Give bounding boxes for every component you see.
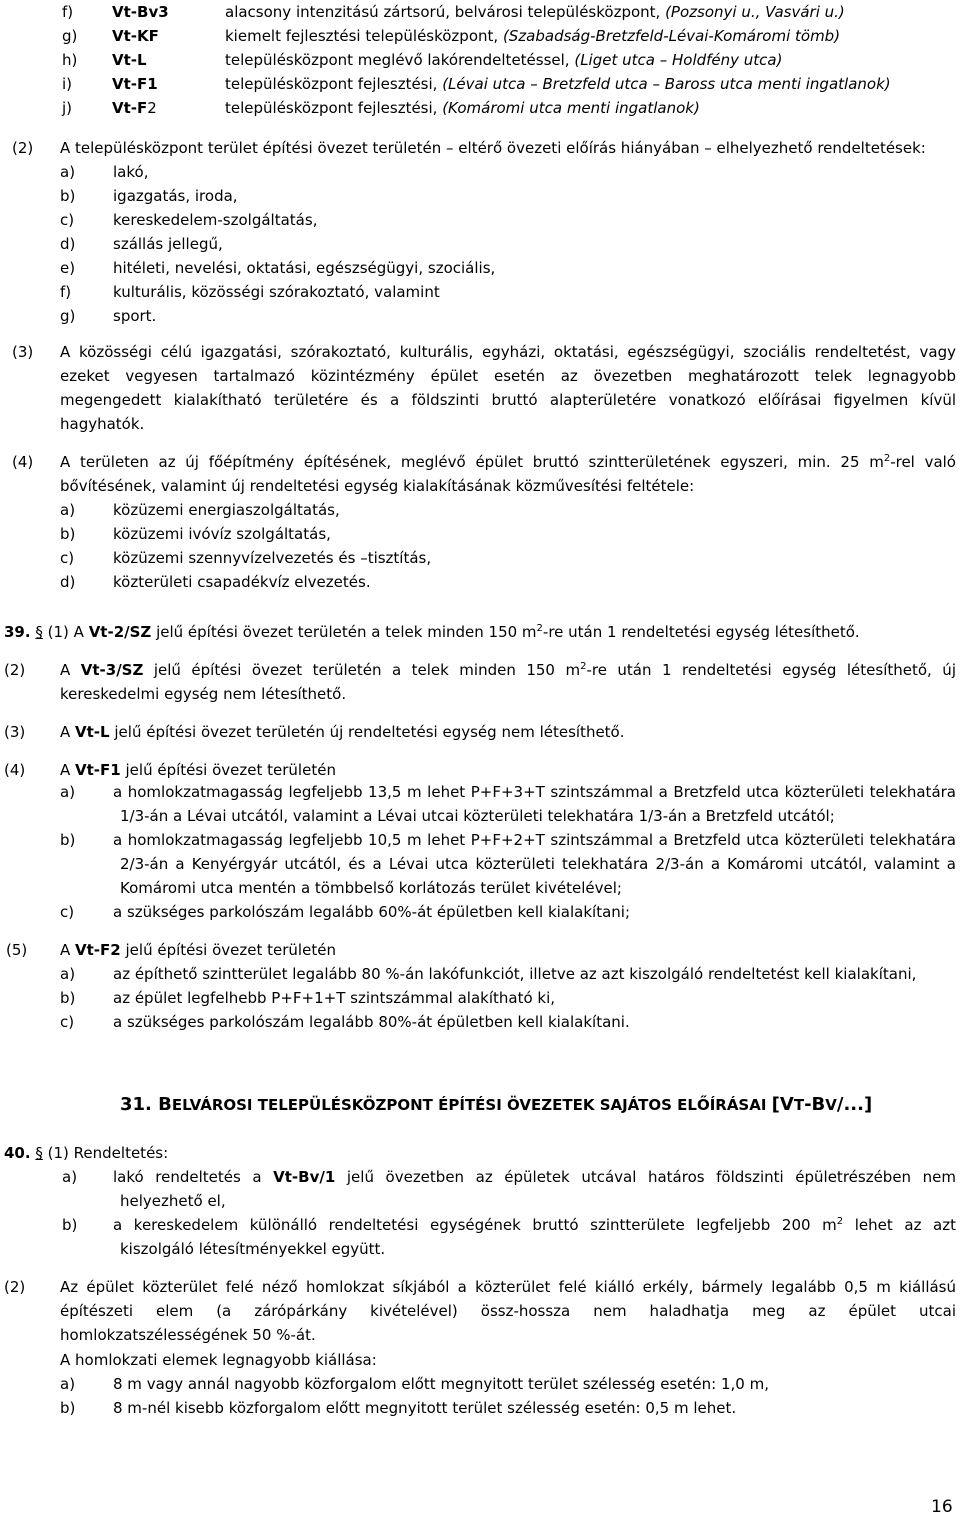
paragraph-line: A közösségi célú igazgatási, szórakoztató, kulturális, egyházi, oktatási, egészségügyi, szociális rendeltetést, vagy [60,343,956,361]
list-letter: b) [60,831,76,849]
list-item: a homlokzatmagasság legfeljebb 10,5 m lehet P+F+2+T szintszámmal a Bretzfeld utca közterületi telekhatára [113,831,956,849]
paragraph-line: ezeket vegyesen tartalmazó közintézmény épület esetén az övezetben meghatározott telek legnagyobb [60,367,956,385]
paragraph-line: A Vt-F2 jelű építési övezet területén [60,941,336,959]
list-letter: b) [60,989,76,1007]
paragraph-number: (4) [12,453,34,471]
paragraph-line: építészeti elem (a zárópárkány kivételével) össz-hossza nem haladhatja meg az épület utcai [60,1302,956,1320]
list-item: kiszolgáló létesítményekkel együtt. [120,1240,386,1258]
list-letter: c) [60,1013,75,1031]
list-letter: a) [60,163,76,181]
zone-letter-g: g) [62,27,78,45]
zone-code-vt-bv3: Vt-Bv3 [112,3,169,21]
list-item: hitéleti, nevelési, oktatási, egészségügyi, szociális, [113,259,496,277]
zone-letter-f: f) [62,3,74,21]
list-item: helyezhető el, [120,1192,226,1210]
zone-code-vt-f2: Vt-F2 [112,99,157,117]
list-item: lakó rendeltetés a Vt-Bv/1 jelű övezetben az épületek utcával határos földszinti épületrészében nem [113,1168,956,1186]
list-item: közterületi csapadékvíz elvezetés. [113,573,371,591]
list-item: Komáromi utca mentén a tömbbelső korlátozás terület kivételével; [120,879,622,897]
list-letter: b) [60,525,76,543]
paragraph-line: bővítésének, valamint új rendeltetési egység kialakításának közművesítési feltétele: [60,477,695,495]
list-item: lakó, [113,163,149,181]
list-item: 2/3-án a Kenyérgyár utcától, és a Lévai utca közterületi telekhatára 2/3-án a Komáromi utcától, valamint a [120,855,956,873]
paragraph-line: A Vt-3/SZ jelű építési övezet területén a telek minden 150 $m^2-re$ után 1 rendeltetési egység létesíthető, új [60,661,956,679]
list-item: közüzemi ivóvíz szolgáltatás, [113,525,331,543]
list-letter: a) [60,783,76,801]
paragraph-number: (2) [4,1278,26,1296]
zone-letter-h: h) [62,51,78,69]
list-item: a szükséges parkolószám legalább 80%-át épületben kell kialakítani. [113,1013,630,1031]
list-item: a kereskedelem különálló rendeltetési egységének bruttó szintterülete legfeljebb 200 $m^2$ lehet az azt [113,1216,956,1234]
paragraph-line: megengedett kialakítható területére és a földszinti bruttó alapterületére vonatkozó előírásai figyelmen kívül [60,391,956,409]
list-letter: b) [62,1216,78,1234]
paragraph-line: hagyhatók. [60,415,145,433]
list-letter: d) [60,235,76,253]
list-item: az építhető szintterület legalább 80 %-án lakófunkciót, illetve az azt kiszolgáló rendeltetést kell kialakítani, [113,965,917,983]
list-letter: e) [60,259,76,277]
page-number: 16 [931,1497,953,1517]
list-letter: b) [60,1399,76,1417]
list-item: az épület legfelhebb P+F+1+T szintszámmal alakítható ki, [113,989,556,1007]
paragraph-line: kereskedelmi egység nem létesíthető. [60,685,347,703]
paragraph-line: A Vt-F1 jelű építési övezet területén [60,761,336,779]
list-letter: f) [60,283,72,301]
paragraph-line: A Vt-L jelű építési övezet területén új rendeltetési egység nem létesíthető. [60,723,625,741]
paragraph-number: (3) [12,343,34,361]
list-item: 1/3-án a Lévai utcától, valamint a Lévai utcai közterületi telekhatára 1/3-án a Bretzfeld utcától; [120,807,835,825]
zone-desc-vt-f2: településközpont fejlesztési, (Komáromi utca menti ingatlanok) [225,99,700,117]
zone-desc-vt-bv3: alacsony intenzitású zártsorú, belvárosi településközpont, (Pozsonyi u., Vasvári u.) [225,3,845,21]
section-heading: 31. BELVÁROSI TELEPÜLÉSKÖZPONT ÉPÍTÉSI ÖVEZETEK SAJÁTOS ELŐÍRÁSAI [VT-BV/...] [120,1094,873,1115]
paragraph-number: (2) [4,661,26,679]
zone-code-vt-l: Vt-L [112,51,147,69]
list-item: kereskedelem-szolgáltatás, [113,211,318,229]
list-letter: a) [62,1168,78,1186]
list-letter: g) [60,307,76,325]
section-39-p1: 39. § (1) A Vt-2/SZ jelű építési övezet területén a telek minden 150 $m^2-re$ után 1 rendeltetési egység létesíthető. [4,623,860,641]
zone-desc-vt-f1: településközpont fejlesztési, (Lévai utca – Bretzfeld utca – Baross utca menti ingatlanok) [225,75,891,93]
list-letter: c) [60,903,75,921]
list-item: a homlokzatmagasság legfeljebb 13,5 m lehet P+F+3+T szintszámmal a Bretzfeld utca közterületi telekhatára [113,783,956,801]
list-letter: c) [60,549,75,567]
list-item: a szükséges parkolószám legalább 60%-át épületben kell kialakítani; [113,903,631,921]
list-letter: a) [60,965,76,983]
paragraph-line: A homlokzati elemek legnagyobb kiállása: [60,1351,377,1369]
paragraph-line: Az épület közterület felé néző homlokzat síkjából a közterület felé kiálló erkély, bármely legalább 0,5 m kiállású [60,1278,956,1296]
list-letter: a) [60,501,76,519]
list-item: igazgatás, iroda, [113,187,238,205]
list-item: 8 m-nél kisebb közforgalom előtt megnyitott terület szélesség esetén: 0,5 m lehet. [113,1399,737,1417]
paragraph-line: homlokzatszélességének 50 %-át. [60,1326,316,1344]
list-item: közüzemi energiaszolgáltatás, [113,501,340,519]
list-item: szállás jellegű, [113,235,223,253]
paragraph-number: (2) [12,139,34,157]
zone-letter-j: j) [62,99,73,117]
section-40-p1: 40. § (1) Rendeltetés: [4,1144,169,1162]
list-letter: c) [60,211,75,229]
paragraph-line: A területen az új főépítmény építésének, meglévő épület bruttó szintterületének egyszeri, min. 25 $m^2$-rel való [60,453,956,471]
paragraph-number: (5) [6,941,28,959]
list-letter: d) [60,573,76,591]
list-item: sport. [113,307,157,325]
list-letter: a) [60,1375,76,1393]
zone-desc-vt-l: településközpont meglévő lakórendeltetéssel, (Liget utca – Holdfény utca) [225,51,783,69]
zone-code-vt-kf: Vt-KF [112,27,159,45]
zone-letter-i: i) [62,75,73,93]
zone-desc-vt-kf: kiemelt fejlesztési településközpont, (Szabadság-Bretzfeld-Lévai-Komáromi tömb) [225,27,841,45]
list-item: közüzemi szennyvízelvezetés és –tisztítás, [113,549,432,567]
paragraph-number: (4) [4,761,26,779]
list-letter: b) [60,187,76,205]
paragraph-number: (3) [4,723,26,741]
list-item: 8 m vagy annál nagyobb közforgalom előtt megnyitott terület szélesség esetén: 1,0 m, [113,1375,769,1393]
list-item: kulturális, közösségi szórakoztató, valamint [113,283,440,301]
paragraph-intro: A településközpont terület építési övezet területén – eltérő övezeti előírás hiányában – elhelyezhető rendeltetések: [60,139,926,157]
zone-code-vt-f1: Vt-F1 [112,75,158,93]
